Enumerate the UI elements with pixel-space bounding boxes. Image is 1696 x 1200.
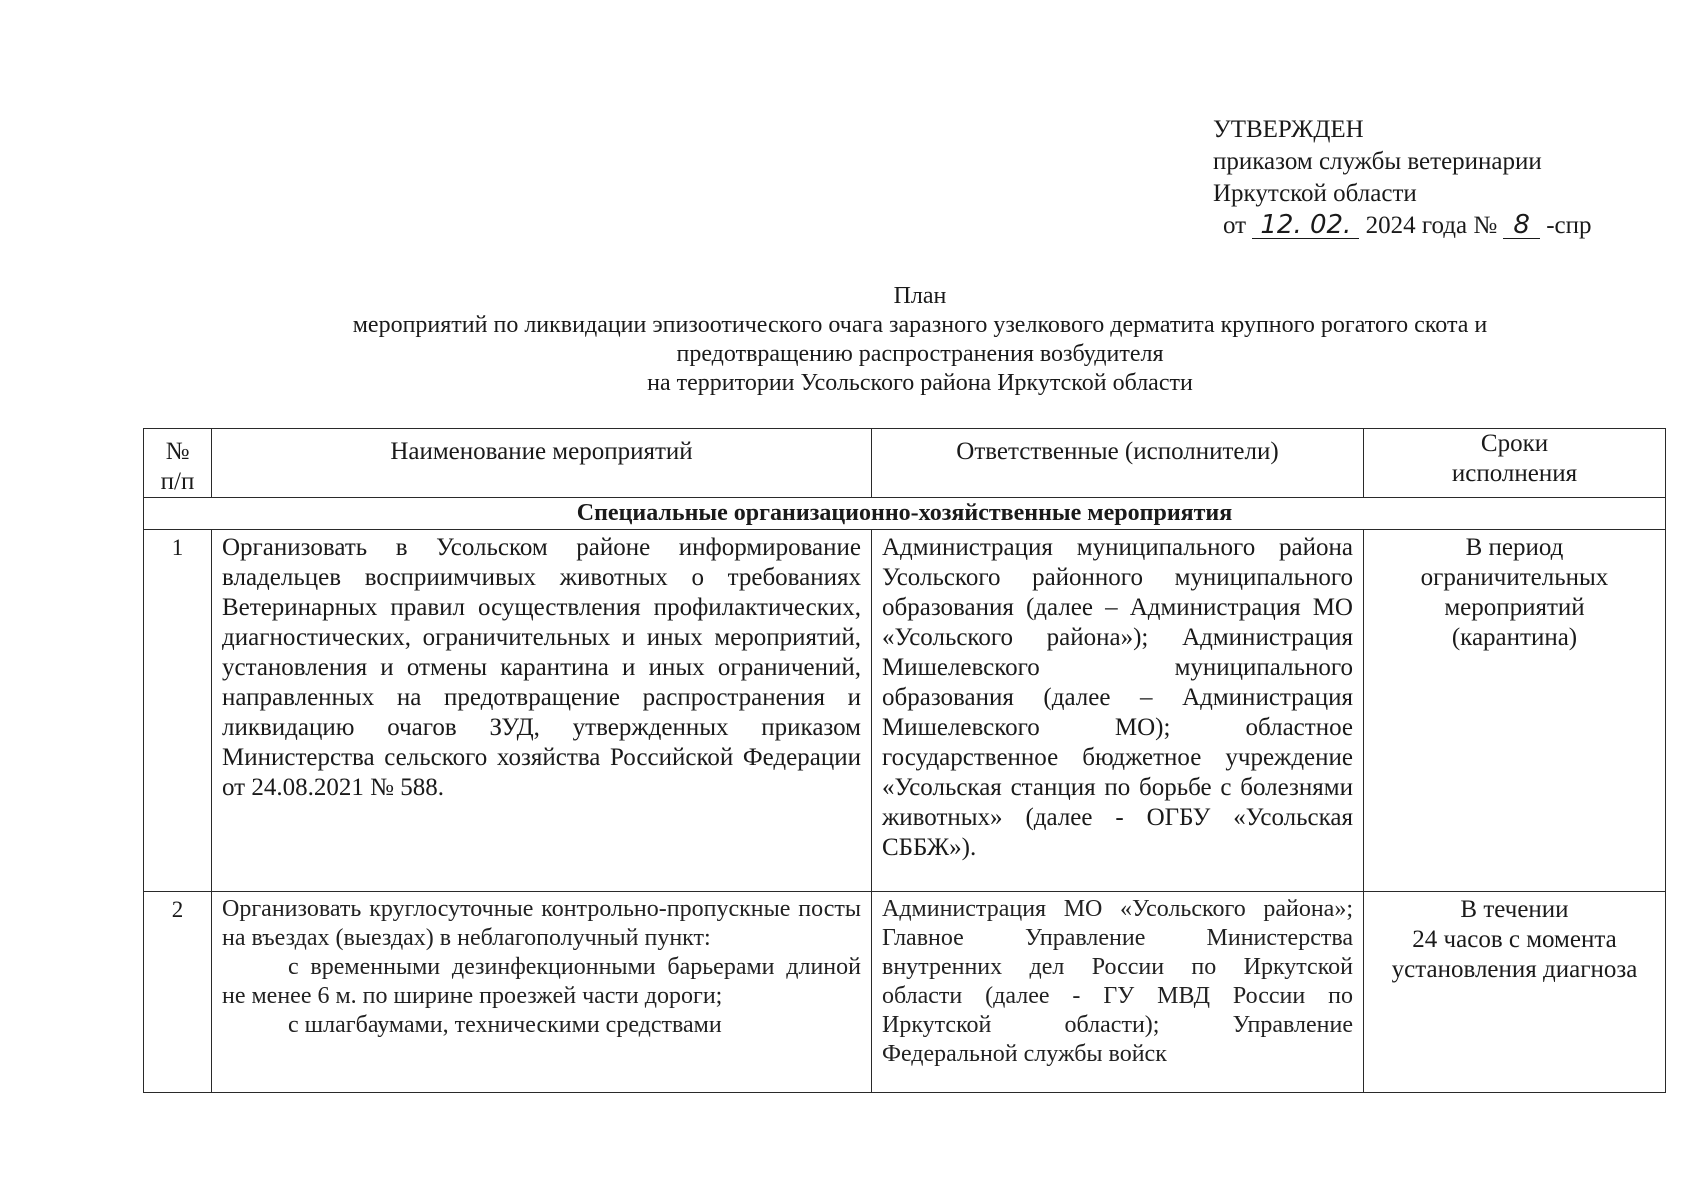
document-title	[200, 282, 1640, 398]
title-line-3: предотвращению распространения возбудителя	[676, 341, 1164, 367]
header-num	[144, 429, 212, 498]
header-name: Наименование мероприятий	[212, 429, 872, 498]
activity-paragraph-3: с шлагбаумами, техническими средствами	[288, 1012, 722, 1038]
header-deadline	[1364, 429, 1666, 498]
table-row	[144, 892, 1666, 1093]
row-responsible	[872, 892, 1364, 1093]
table-row	[144, 530, 1666, 892]
deadline-line-2: 24 часов с момента	[1412, 926, 1617, 953]
year-text: 2024 года	[1365, 212, 1468, 239]
approval-block	[1213, 114, 1592, 242]
header-responsible: Ответственные (исполнители)	[872, 429, 1364, 498]
header-num-line-2: п/п	[160, 468, 195, 495]
header-deadline-line-2: исполнения	[1451, 460, 1578, 487]
activity-paragraph-1: Организовать круглосуточные контрольно-пропускные посты на въездах (выездах) в неблагополучный пункт:	[222, 896, 861, 951]
approval-label: УТВЕРЖДЕН	[1213, 116, 1364, 143]
activity-paragraph-2: с временными дезинфекционными барьерами длиной не менее 6 м. по ширине проезжей части дороги;	[222, 954, 861, 1009]
row-responsible: Администрация муниципального района Усольского районного муниципального образования (далее – Администрация МО «Усольского района»); Администрация Мишелевского муниципального образования (далее – Администрация Мишелевского МО); областное государственное бюджетное учреждение «Усольская станция по борьбе с болезнями животных» (далее - ОГБУ «Усольская СББЖ»).	[872, 530, 1364, 892]
deadline-line-3: установления диагноза	[1391, 956, 1638, 983]
approval-order-line: приказом службы ветеринарии	[1213, 148, 1542, 175]
deadline-line-1: В период	[1465, 534, 1564, 561]
header-deadline-line-1: Сроки	[1480, 430, 1549, 457]
deadline-line-1: В течении	[1460, 896, 1569, 923]
section-title: Специальные организационно-хозяйственные мероприятия	[144, 498, 1666, 530]
number-sign: №	[1473, 212, 1498, 239]
row-number: 1	[144, 530, 212, 892]
row-number: 2	[144, 892, 212, 1093]
approval-date-line	[1213, 210, 1592, 242]
plan-table	[143, 428, 1666, 1093]
title-line-2: мероприятий по ликвидации эпизоотического очага заразного узелкового дерматита крупного рогатого скота и	[352, 312, 1488, 338]
handwritten-date: 12. 02.	[1252, 212, 1359, 239]
deadline-line-3: мероприятий	[1444, 594, 1585, 621]
number-suffix: -спр	[1546, 212, 1592, 239]
row-activity	[212, 892, 872, 1093]
responsible-text: Администрация МО «Усольского района»; Главное Управление Министерства внутренних дел России по Иркутской области (далее - ГУ МВД России по Иркутской области); Управление Федеральной службы войск	[882, 896, 1353, 1067]
deadline-line-4: (карантина)	[1451, 624, 1578, 651]
handwritten-number: 8	[1503, 212, 1540, 239]
title-line-4: на территории Усольского района Иркутской области	[647, 370, 1193, 396]
deadline-line-2: ограничительных	[1420, 564, 1609, 591]
table-header-row	[144, 429, 1666, 498]
row-deadline	[1364, 892, 1666, 1093]
date-prefix: от	[1223, 212, 1247, 239]
section-row	[144, 498, 1666, 530]
row-deadline	[1364, 530, 1666, 892]
row-activity: Организовать в Усольском районе информирование владельцев восприимчивых животных о требованиях Ветеринарных правил осуществления профилактических, диагностических, ограничительных и иных мероприятий, установления и отмены карантина и иных ограничений, направленных на предотвращение распространения и ликвидацию очагов ЗУД, утвержденных приказом Министерства сельского хозяйства Российской Федерации от 24.08.2021 № 588.	[212, 530, 872, 892]
title-line-1: План	[893, 283, 947, 309]
approval-region-line: Иркутской области	[1213, 180, 1417, 207]
header-num-line-1: №	[165, 438, 190, 465]
